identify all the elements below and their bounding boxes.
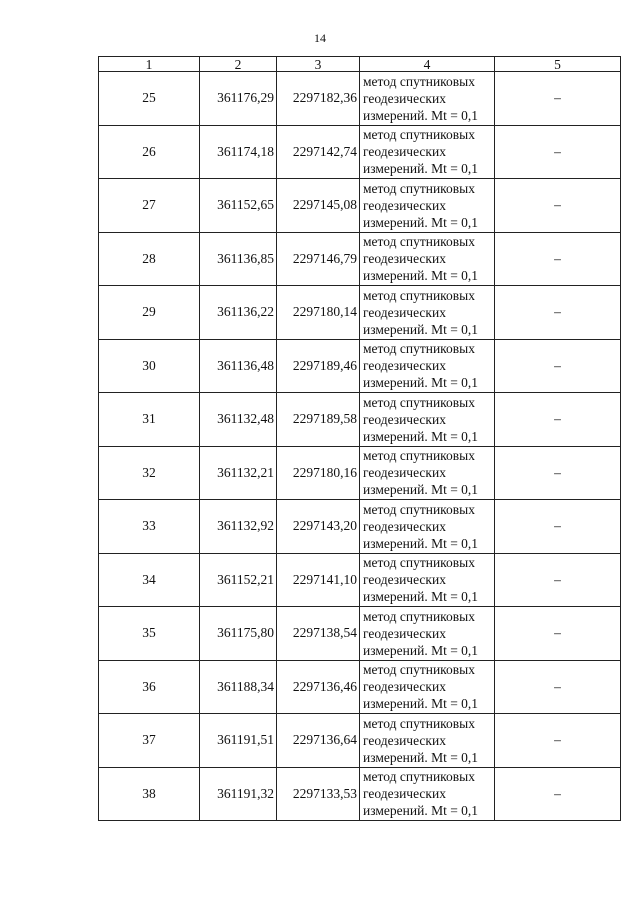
table-row	[99, 446, 621, 500]
table-row	[99, 714, 621, 768]
method-line: геодезических	[363, 90, 446, 106]
x-coordinate-cell: 361188,34	[200, 660, 277, 714]
y-coordinate-cell: 2297180,14	[277, 286, 360, 340]
y-coordinate-cell: 2297189,58	[277, 393, 360, 447]
method-cell	[360, 179, 495, 233]
point-number-cell: 31	[99, 393, 200, 447]
method-line: измерений. Mt = 0,1	[363, 696, 479, 712]
method-line: измерений. Mt = 0,1	[363, 535, 479, 551]
x-coordinate-cell: 361132,48	[200, 393, 277, 447]
method-cell	[360, 339, 495, 393]
method-line: измерений. Mt = 0,1	[363, 107, 479, 123]
method-line: измерений. Mt = 0,1	[363, 321, 479, 337]
note-cell: –	[495, 553, 621, 607]
x-coordinate-cell: 361152,65	[200, 179, 277, 233]
point-number-cell: 27	[99, 179, 200, 233]
note-cell: –	[495, 339, 621, 393]
y-coordinate-cell: 2297145,08	[277, 179, 360, 233]
method-line: геодезических	[363, 465, 446, 481]
method-line: геодезических	[363, 679, 446, 695]
y-coordinate-cell: 2297136,46	[277, 660, 360, 714]
method-cell	[360, 286, 495, 340]
method-line: измерений. Mt = 0,1	[363, 161, 479, 177]
table-body	[99, 72, 621, 821]
point-number-cell: 35	[99, 607, 200, 661]
method-line: геодезических	[363, 197, 446, 213]
method-cell	[360, 660, 495, 714]
y-coordinate-cell: 2297143,20	[277, 500, 360, 554]
method-line: измерений. Mt = 0,1	[363, 589, 479, 605]
column-header: 1	[99, 57, 200, 72]
note-cell: –	[495, 500, 621, 554]
method-line: геодезических	[363, 358, 446, 374]
method-line: геодезических	[363, 251, 446, 267]
method-line: геодезических	[363, 572, 446, 588]
method-line: метод спутниковых	[363, 769, 475, 785]
note-cell: –	[495, 232, 621, 286]
method-cell	[360, 72, 495, 126]
point-number-cell: 32	[99, 446, 200, 500]
method-cell	[360, 767, 495, 821]
x-coordinate-cell: 361174,18	[200, 125, 277, 179]
table-row	[99, 607, 621, 661]
table-row	[99, 179, 621, 233]
note-cell: –	[495, 125, 621, 179]
table-row	[99, 500, 621, 554]
note-cell: –	[495, 767, 621, 821]
note-cell: –	[495, 446, 621, 500]
note-cell: –	[495, 393, 621, 447]
y-coordinate-cell: 2297141,10	[277, 553, 360, 607]
y-coordinate-cell: 2297136,64	[277, 714, 360, 768]
method-line: геодезических	[363, 732, 446, 748]
method-line: измерений. Mt = 0,1	[363, 428, 479, 444]
method-line: метод спутниковых	[363, 180, 475, 196]
method-line: геодезических	[363, 304, 446, 320]
x-coordinate-cell: 361136,85	[200, 232, 277, 286]
method-line: геодезических	[363, 518, 446, 534]
method-line: измерений. Mt = 0,1	[363, 749, 479, 765]
column-header: 3	[277, 57, 360, 72]
method-line: геодезических	[363, 786, 446, 802]
method-line: метод спутниковых	[363, 127, 475, 143]
x-coordinate-cell: 361132,21	[200, 446, 277, 500]
method-line: измерений. Mt = 0,1	[363, 482, 479, 498]
table-header-row	[99, 57, 621, 72]
y-coordinate-cell: 2297180,16	[277, 446, 360, 500]
point-number-cell: 25	[99, 72, 200, 126]
x-coordinate-cell: 361191,32	[200, 767, 277, 821]
method-cell	[360, 125, 495, 179]
column-header: 2	[200, 57, 277, 72]
method-line: геодезических	[363, 144, 446, 160]
point-number-cell: 34	[99, 553, 200, 607]
table-row	[99, 767, 621, 821]
method-line: метод спутниковых	[363, 73, 475, 89]
method-line: измерений. Mt = 0,1	[363, 214, 479, 230]
x-coordinate-cell: 361152,21	[200, 553, 277, 607]
y-coordinate-cell: 2297189,46	[277, 339, 360, 393]
point-number-cell: 38	[99, 767, 200, 821]
note-cell: –	[495, 714, 621, 768]
method-line: геодезических	[363, 411, 446, 427]
method-line: метод спутниковых	[363, 448, 475, 464]
table-row	[99, 660, 621, 714]
method-cell	[360, 393, 495, 447]
point-number-cell: 33	[99, 500, 200, 554]
method-cell	[360, 607, 495, 661]
point-number-cell: 29	[99, 286, 200, 340]
table-row	[99, 286, 621, 340]
x-coordinate-cell: 361175,80	[200, 607, 277, 661]
method-cell	[360, 500, 495, 554]
method-line: измерений. Mt = 0,1	[363, 642, 479, 658]
table-row	[99, 125, 621, 179]
method-line: измерений. Mt = 0,1	[363, 375, 479, 391]
y-coordinate-cell: 2297133,53	[277, 767, 360, 821]
point-number-cell: 26	[99, 125, 200, 179]
coordinates-table	[98, 56, 621, 821]
method-cell	[360, 553, 495, 607]
page-number: 14	[314, 31, 326, 45]
method-line: метод спутниковых	[363, 501, 475, 517]
point-number-cell: 36	[99, 660, 200, 714]
method-cell	[360, 232, 495, 286]
point-number-cell: 30	[99, 339, 200, 393]
method-line: метод спутниковых	[363, 287, 475, 303]
method-line: измерений. Mt = 0,1	[363, 268, 479, 284]
method-line: метод спутниковых	[363, 394, 475, 410]
table-row	[99, 553, 621, 607]
method-line: метод спутниковых	[363, 234, 475, 250]
x-coordinate-cell: 361176,29	[200, 72, 277, 126]
table-row	[99, 72, 621, 126]
method-line: измерений. Mt = 0,1	[363, 803, 479, 819]
x-coordinate-cell: 361136,22	[200, 286, 277, 340]
x-coordinate-cell: 361136,48	[200, 339, 277, 393]
table-row	[99, 339, 621, 393]
method-line: метод спутниковых	[363, 715, 475, 731]
y-coordinate-cell: 2297182,36	[277, 72, 360, 126]
note-cell: –	[495, 607, 621, 661]
note-cell: –	[495, 660, 621, 714]
x-coordinate-cell: 361132,92	[200, 500, 277, 554]
y-coordinate-cell: 2297138,54	[277, 607, 360, 661]
method-line: метод спутниковых	[363, 608, 475, 624]
table-row	[99, 232, 621, 286]
column-header: 4	[360, 57, 495, 72]
column-header: 5	[495, 57, 621, 72]
note-cell: –	[495, 179, 621, 233]
method-line: метод спутниковых	[363, 341, 475, 357]
method-line: метод спутниковых	[363, 662, 475, 678]
point-number-cell: 37	[99, 714, 200, 768]
y-coordinate-cell: 2297142,74	[277, 125, 360, 179]
method-line: геодезических	[363, 625, 446, 641]
method-cell	[360, 446, 495, 500]
note-cell: –	[495, 72, 621, 126]
method-line: метод спутниковых	[363, 555, 475, 571]
y-coordinate-cell: 2297146,79	[277, 232, 360, 286]
table-row	[99, 393, 621, 447]
note-cell: –	[495, 286, 621, 340]
point-number-cell: 28	[99, 232, 200, 286]
method-cell	[360, 714, 495, 768]
x-coordinate-cell: 361191,51	[200, 714, 277, 768]
